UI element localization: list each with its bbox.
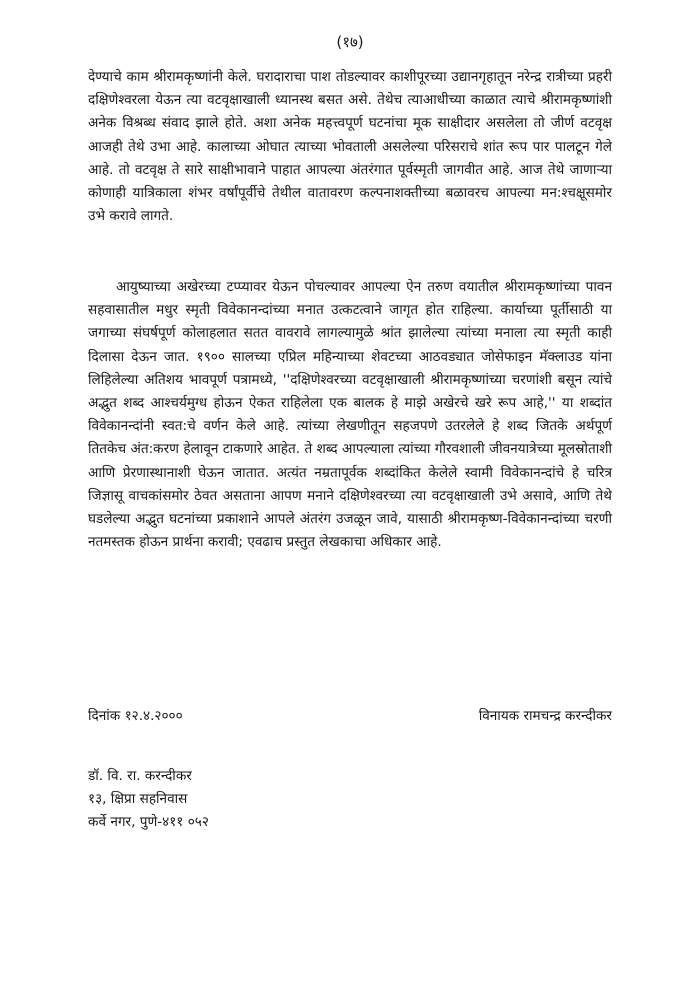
address-line-city: कर्वे नगर, पुणे-४११ ०५२ bbox=[88, 814, 209, 830]
signature-name: विनायक रामचन्द्र करन्दीकर bbox=[478, 708, 612, 724]
paragraph-1: देण्याचे काम श्रीरामकृष्णांनी केले. घरादाराचा पाश तोडल्यावर काशीपूरच्या उद्यानगृहातून नरेन्द्र रात्रीच्या प्रहरी दक्षिणेश्वरला येऊन त्या वटवृक्षाखाली ध्यानस्थ बसत असे. तेथेच त्याआधीच्या काळात त्याचे श्रीरामकृष्णांशी अनेक विश्रब्ध संवाद झाले होते. अशा अनेक महत्त्वपूर्ण घटनांचा मूक साक्षीदार असलेला तो जीर्ण वटवृक्ष आजही तेथे उभा आहे. कालाच्या ओघात त्याच्या भोवताली असलेल्या परिसराचे शांत रूप पार पालटून गेले आहे. तो वटवृक्ष ते सारे साक्षीभावाने पाहात आपल्या अंतरंगात पूर्वस्मृती जागवीत आहे. आज तेथे जाणाऱ्या कोणाही यात्रिकाला शंभर वर्षांपूर्वीचे तेथील वातावरण कल्पनाशक्तीच्या बळावरच आपल्या मन:श्चक्षूसमोर उभे करावे लागते. bbox=[88, 69, 612, 225]
address-line-building: १३, क्षिप्रा सहनिवास bbox=[88, 791, 188, 807]
address-line-name: डॉ. वि. रा. करन्दीकर bbox=[88, 768, 192, 784]
signature-date: दिनांक १२.४.२००० bbox=[88, 708, 183, 724]
page-number: (१७) bbox=[336, 33, 364, 51]
paragraph-2: आयुष्याच्या अखेरच्या टप्प्यावर येऊन पोचल्यावर आपल्या ऐन तरुण वयातील श्रीरामकृष्णांच्या पावन सहवासातील मधुर स्मृती विवेकानन्दांच्या मनात उत्कटत्वाने जागृत होत राहिल्या. कार्याच्या पूर्तीसाठी या जगाच्या संघर्षपूर्ण कोलाहलात सतत वावरावे लागल्यामुळे श्रांत झालेल्या त्यांच्या मनाला त्या स्मृती काही दिलासा देऊन जात. १९०० सालच्या एप्रिल महिन्याच्या शेवटच्या आठवड्यात जोसेफाइन मॅक्लाउड यांना लिहिलेल्या अतिशय भावपूर्ण पत्रामध्ये, ''दक्षिणेश्वरच्या वटवृक्षाखाली श्रीरामकृष्णांच्या चरणांशी बसून त्यांचे अद्भुत शब्द आश्चर्यमुग्ध होऊन ऐकत राहिलेला एक बालक हे माझे अखेरचे खरे रूप आहे,'' या शब्दांत विवेकानन्दांनी स्वत:चे वर्णन केले आहे. त्यांच्या लेखणीतून सहजपणे उतरलेले हे शब्द जितके अर्थपूर्ण तितकेच अंत:करण हेलावून टाकणारे आहेत. ते शब्द आपल्याला त्यांच्या गौरवशाली जीवनयात्रेच्या मूलस्रोताशी आणि प्रेरणास्थानाशी घेऊन जातात. अत्यंत नम्रतापूर्वक शब्दांकित केलेले स्वामी विवेकानन्दांचे हे चरित्र जिज्ञासू वाचकांसमोर ठेवत असताना आपण मनाने दक्षिणेश्वरच्या त्या वटवृक्षाखाली उभे असावे, आणि तेथे घडलेल्या अद्भुत घटनांच्या प्रकाशाने आपले अंतरंग उजळून जावे, यासाठी श्रीरामकृष्ण-विवेकानन्दांच्या चरणी नतमस्तक होऊन प्रार्थना करावी; एवढाच प्रस्तुत लेखकाचा अधिकार आहे. bbox=[88, 279, 612, 551]
address-block bbox=[88, 765, 209, 834]
